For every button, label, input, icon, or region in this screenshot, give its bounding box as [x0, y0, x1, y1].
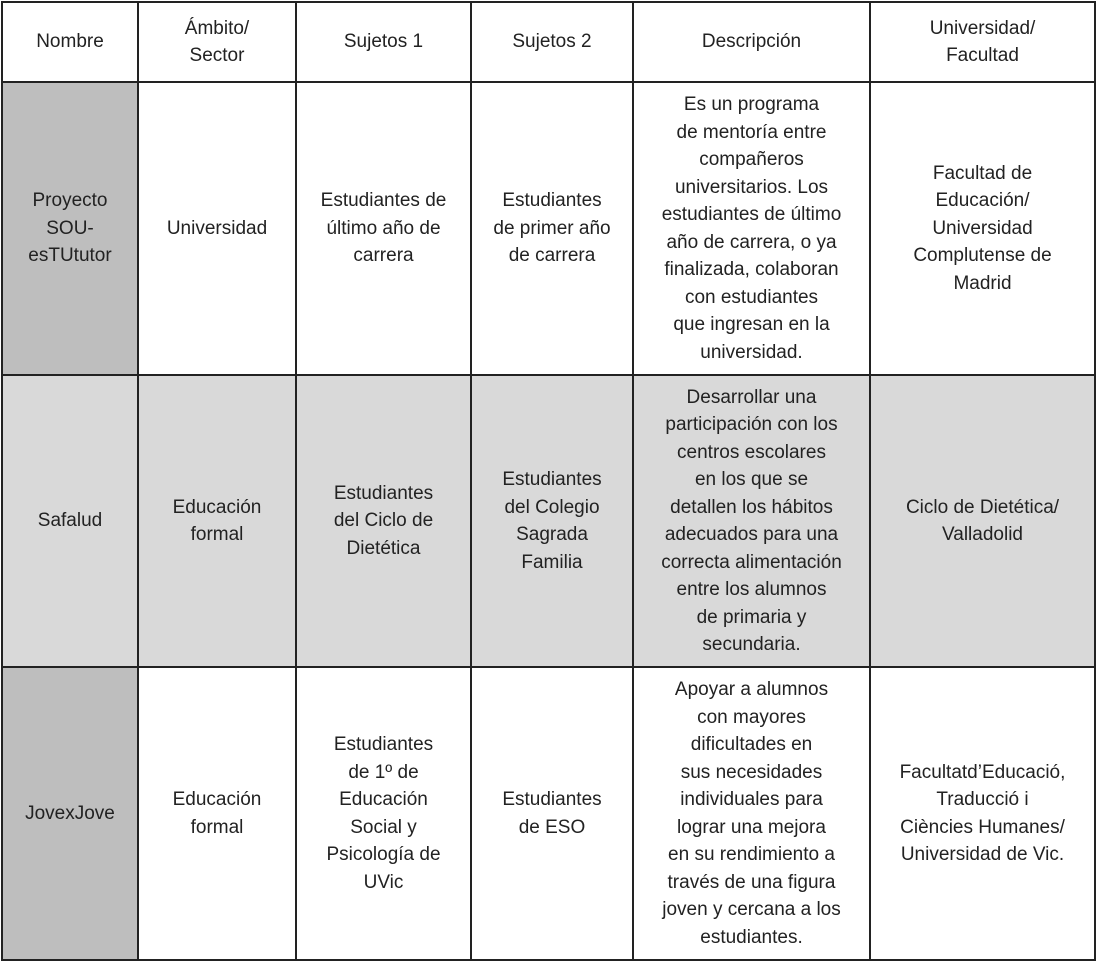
- cell-ambito: Educación formal: [138, 667, 296, 960]
- cell-sujetos-1: Estudiantes de último año de carrera: [296, 82, 471, 375]
- cell-descripcion: Desarrollar una participación con los centros escolares en los que se detallen los hábitos adecuados para una correcta alimentación entre los alumnos de primaria y secundaria.: [633, 375, 870, 667]
- table-row: [2, 667, 1095, 960]
- header-nombre: Nombre: [2, 2, 138, 82]
- cell-nombre: Safalud: [2, 375, 138, 667]
- cell-nombre: Proyecto SOU- esTUtutor: [2, 82, 138, 375]
- cell-universidad: Ciclo de Dietética/ Valladolid: [870, 375, 1095, 667]
- cell-sujetos-2: Estudiantes del Colegio Sagrada Familia: [471, 375, 633, 667]
- header-ambito: Ámbito/ Sector: [138, 2, 296, 82]
- cell-sujetos-1: Estudiantes del Ciclo de Dietética: [296, 375, 471, 667]
- cell-sujetos-2: Estudiantes de ESO: [471, 667, 633, 960]
- programs-table: [1, 1, 1096, 961]
- cell-sujetos-1: Estudiantes de 1º de Educación Social y Psicología de UVic: [296, 667, 471, 960]
- header-descripcion: Descripción: [633, 2, 870, 82]
- cell-descripcion: Apoyar a alumnos con mayores dificultades en sus necesidades individuales para lograr una mejora en su rendimiento a través de una figura joven y cercana a los estudiantes.: [633, 667, 870, 960]
- header-sujetos-1: Sujetos 1: [296, 2, 471, 82]
- table-row: [2, 375, 1095, 667]
- cell-universidad: Facultatd’Educació, Traducció i Ciències Humanes/ Universidad de Vic.: [870, 667, 1095, 960]
- header-row: [2, 2, 1095, 82]
- cell-ambito: Educación formal: [138, 375, 296, 667]
- cell-nombre: JovexJove: [2, 667, 138, 960]
- table-row: [2, 82, 1095, 375]
- cell-universidad: Facultad de Educación/ Universidad Complutense de Madrid: [870, 82, 1095, 375]
- cell-descripcion: Es un programa de mentoría entre compañeros universitarios. Los estudiantes de último año de carrera, o ya finalizada, colaboran con estudiantes que ingresan en la universidad.: [633, 82, 870, 375]
- header-universidad: Universidad/ Facultad: [870, 2, 1095, 82]
- cell-ambito: Universidad: [138, 82, 296, 375]
- header-sujetos-2: Sujetos 2: [471, 2, 633, 82]
- cell-sujetos-2: Estudiantes de primer año de carrera: [471, 82, 633, 375]
